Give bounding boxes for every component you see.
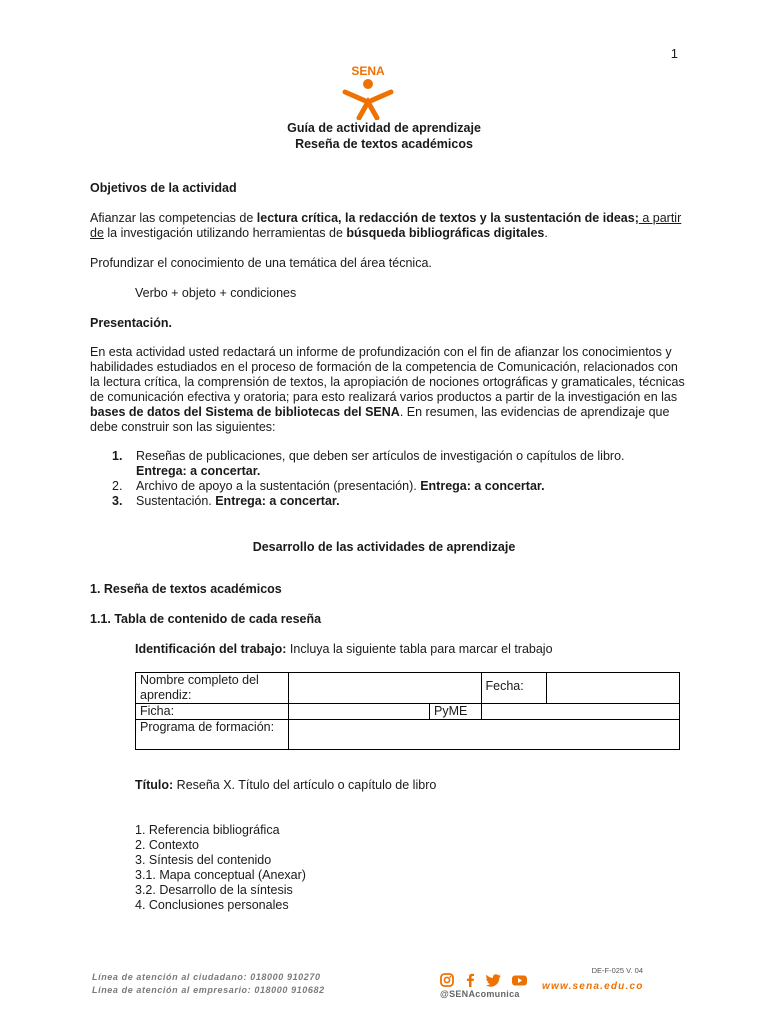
document-code: DE-F-025 V. 04 — [591, 966, 643, 975]
list-item: 3. Síntesis del contenido — [135, 853, 272, 867]
footer-contact — [92, 971, 325, 997]
pyme-cell[interactable] — [481, 704, 680, 720]
sena-logo — [339, 62, 397, 120]
evidences-list — [90, 449, 680, 509]
identification-table — [135, 672, 680, 750]
page-number: 1 — [670, 46, 678, 61]
list-item: 2. Contexto — [135, 838, 199, 852]
facebook-icon[interactable] — [465, 973, 475, 987]
social-icons — [440, 973, 527, 987]
list-item: 3. Sustentación. Entrega: a concertar. — [112, 494, 340, 508]
program-cell[interactable] — [289, 720, 680, 750]
full-name-label: Nombre completo del aprendiz: — [136, 673, 289, 704]
section-1-heading: 1. Reseña de textos académicos — [90, 582, 282, 596]
youtube-icon[interactable] — [512, 975, 527, 986]
list-item: 3.2. Desarrollo de la síntesis — [135, 883, 293, 897]
list-item: 2. Archivo de apoyo a la sustentación (presentación). Entrega: a concertar. — [112, 479, 545, 493]
date-cell[interactable] — [546, 673, 679, 704]
website-link[interactable]: www.sena.edu.co — [542, 981, 644, 992]
list-item: 4. Conclusiones personales — [135, 898, 289, 912]
identification-text: Identificación del trabajo: Incluya la siguiente tabla para marcar el trabajo — [135, 642, 553, 656]
pyme-label: PyME — [430, 704, 481, 720]
instagram-icon[interactable] — [440, 973, 454, 987]
ficha-label: Ficha: — [136, 704, 289, 720]
section-1-1-heading: 1.1. Tabla de contenido de cada reseña — [90, 612, 322, 626]
presentation-paragraph: En esta actividad usted redactará un informe de profundización con el fin de afianzar los conocimientos y habilidades estudiados en el proceso de formación de la competencia de Comunicación, relacionados con la lectura crítica, la comprensión de textos, la apropiación de nociones ortográficas y gramaticales, técnicas de comunicación efectiva y oratoria; para esto realizará varios productos a partir de la investigación en las bases de datos del Sistema de bibliotecas del SENA. En resumen, las evidencias de aprendizaje que debe construir son las siguientes: — [90, 345, 685, 434]
business-line: Línea de atención al empresario: 018000 910682 — [92, 985, 325, 995]
date-label: Fecha: — [481, 673, 546, 704]
citizen-line: Línea de atención al ciudadano: 018000 910270 — [92, 972, 321, 982]
full-name-cell[interactable] — [289, 673, 481, 704]
document-title: Guía de actividad de aprendizaje — [287, 121, 481, 135]
program-label: Programa de formación: — [136, 720, 289, 750]
objectives-heading: Objetivos de la actividad — [90, 181, 237, 195]
logo-text: SENA — [351, 64, 385, 78]
document-subtitle: Reseña de textos académicos — [295, 137, 473, 151]
development-heading: Desarrollo de las actividades de aprendizaje — [252, 540, 516, 554]
social-handle: @SENAcomunica — [440, 989, 520, 999]
presentation-heading: Presentación. — [90, 316, 172, 330]
ficha-cell[interactable] — [289, 704, 430, 720]
objectives-paragraph-2: Profundizar el conocimiento de una temática del área técnica. — [90, 256, 432, 270]
title-field: Título: Reseña X. Título del artículo o capítulo de libro — [135, 778, 437, 792]
objectives-paragraph: Afianzar las competencias de lectura crítica, la redacción de textos y la sustentación de ideas; a partir de la investigación utilizando herramientas de búsqueda bibliográficas digitales. — [90, 211, 682, 240]
twitter-icon[interactable] — [486, 974, 501, 987]
objectives-formula: Verbo + objeto + condiciones — [135, 286, 297, 300]
structure-list — [135, 823, 306, 913]
list-item: 1. Reseñas de publicaciones, que deben ser artículos de investigación o capítulos de libro. Entrega: a concertar. — [112, 449, 625, 478]
list-item: 3.1. Mapa conceptual (Anexar) — [135, 868, 306, 882]
list-item: 1. Referencia bibliográfica — [135, 823, 280, 837]
